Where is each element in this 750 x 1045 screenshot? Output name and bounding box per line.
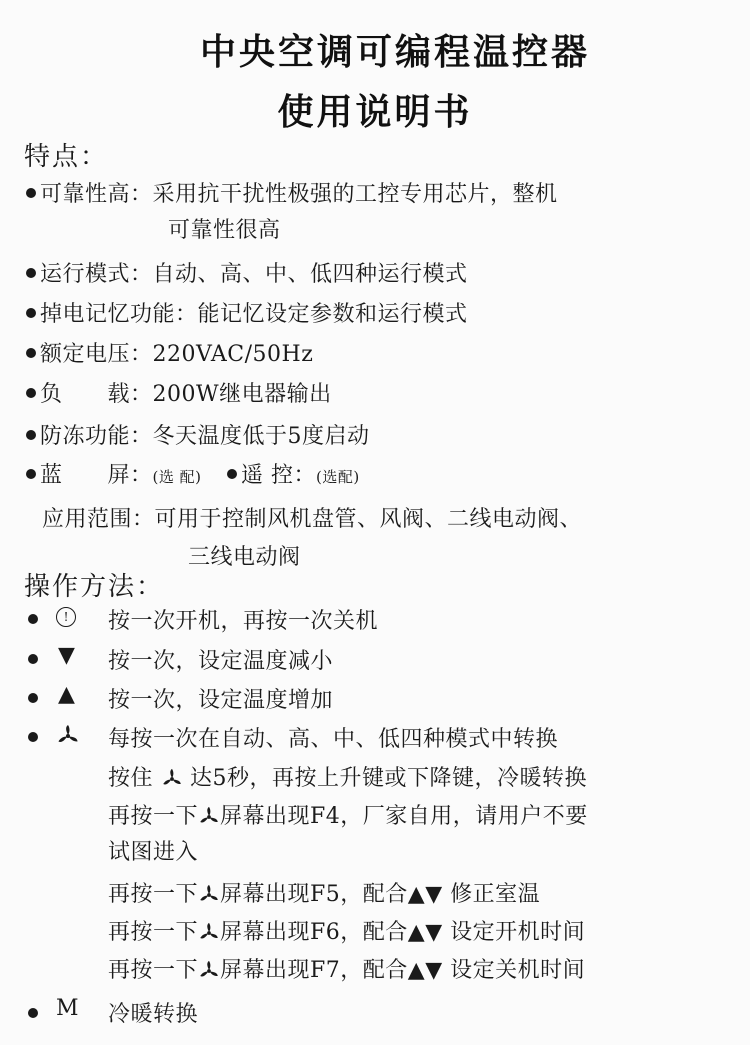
fan-icon [56,724,80,748]
feature-reliability-cont: 可靠性很高 [168,218,281,243]
op-power-text: 按一次开机，再按一次关机 [108,609,379,634]
f6-text: 屏幕出现F6，配合▲▼ 设定开机时间 [220,920,586,945]
bullet [28,654,38,664]
bullet [227,469,237,479]
feature-memory [26,297,468,328]
fan-icon [198,806,220,828]
remote-label: 遥 控： [241,463,316,488]
bullet [26,268,36,278]
remote-note: (选配) [316,468,360,486]
bullet [28,693,38,703]
up-arrow-icon: ▲ [58,682,75,707]
press-again: 再按一下 [108,920,199,945]
title-line-1: 中央空调可编程温控器 [199,32,590,73]
feature-text: 自动、高、中、低四种运行模式 [152,262,468,287]
feature-text: 能记忆设定参数和运行模式 [197,302,468,327]
feature-scope-cont: 三线电动阀 [188,545,301,570]
power-icon: ! [56,607,76,627]
op-f7-line [108,953,585,984]
feature-text: 采用抗干扰性极强的工控专用芯片，整机 [152,182,558,207]
op-f5-line [108,877,540,908]
feature-reliability [26,177,558,208]
op-up-text: 按一次，设定温度增加 [108,688,334,713]
feature-label: 额定电压： [40,342,153,367]
down-arrow-icon: ▼ [58,643,75,668]
bullet [28,732,38,742]
press-again: 再按一下 [108,804,199,829]
op-f4-cont: 试图进入 [108,840,199,865]
feature-text: 冬天温度低于5度启动 [152,424,370,449]
bullet [28,1008,38,1018]
feature-label: 防冻功能： [40,424,153,449]
bullet [26,430,36,440]
feature-label: 蓝 屏： [40,463,153,488]
operation-heading: 操作方法： [24,572,165,602]
feature-scope [42,502,582,533]
feature-text: 220VAC/50Hz [152,342,314,367]
feature-text: 200W继电器输出 [152,382,332,407]
fan-icon [198,884,220,906]
f4-text: 屏幕出现F4，厂家自用，请用户不要 [220,804,588,829]
press-again: 再按一下 [108,882,199,907]
f7-text: 屏幕出现F7，配合▲▼ 设定关机时间 [220,958,586,983]
op-fan-text: 每按一次在自动、高、中、低四种模式中转换 [108,727,559,752]
feature-backlight-remote [26,458,360,489]
bullet [26,388,36,398]
fan-icon [198,922,220,944]
op-down-text: 按一次，设定温度减小 [108,649,334,674]
press-again: 再按一下 [108,958,199,983]
feature-antifreeze [26,419,370,450]
feature-run-mode [26,257,468,288]
bullet [26,348,36,358]
op-m-text: 冷暖转换 [108,1002,199,1027]
title-line-2: 使用说明书 [277,92,473,133]
features-heading: 特点： [24,142,109,172]
f5-text: 屏幕出现F5，配合▲▼ 修正室温 [220,882,541,907]
hold-b: 达5秒，再按上升键或下降键，冷暖转换 [190,766,588,791]
m-key-icon: M [56,996,80,1021]
feature-label: 可靠性高： [40,182,153,207]
fan-icon [198,960,220,982]
op-f6-line [108,915,585,946]
feature-label: 运行模式： [40,262,153,287]
bullet [28,614,38,624]
hold-a: 按住 [108,766,154,791]
feature-label: 掉电记忆功能： [40,302,198,327]
backlight-note: (选 配) [152,468,202,486]
feature-voltage [26,337,313,368]
bullet [26,308,36,318]
op-hold-line [108,761,587,792]
fan-icon [161,768,183,790]
feature-label: 应用范围： [42,507,155,532]
bullet [26,469,36,479]
feature-text: 可用于控制风机盘管、风阀、二线电动阀、 [154,507,583,532]
op-f4-line [108,799,588,830]
bullet [26,188,36,198]
feature-label: 负 载： [40,382,153,407]
feature-load [26,377,332,408]
